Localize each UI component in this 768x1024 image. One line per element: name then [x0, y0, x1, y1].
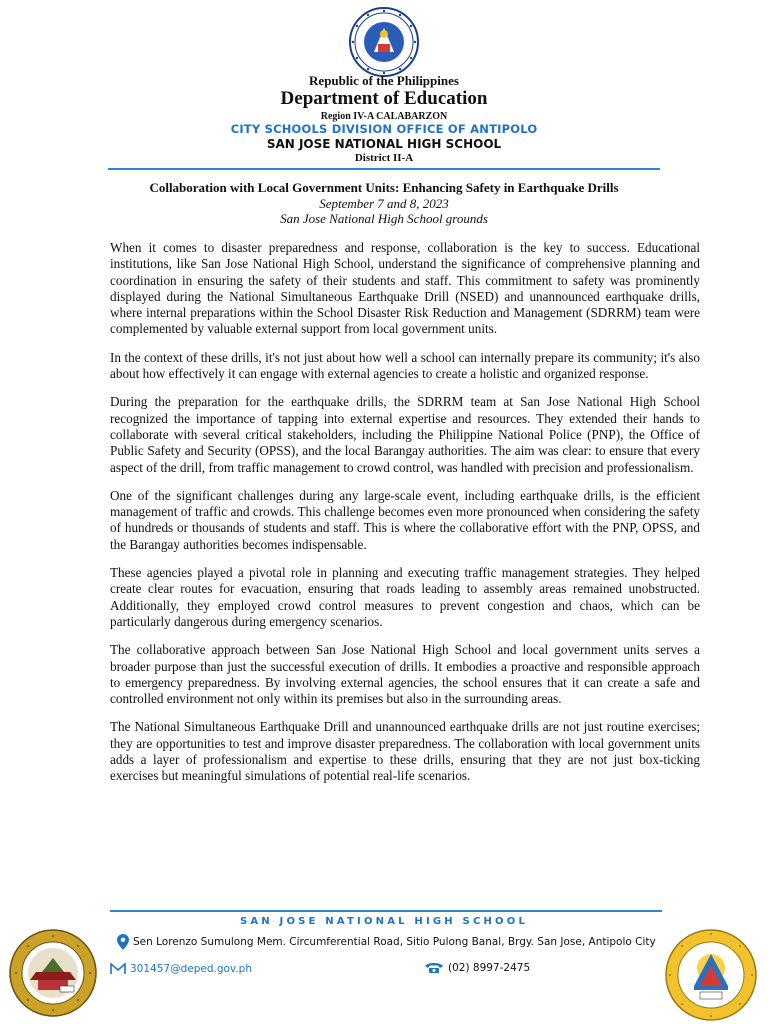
footer-phone: [424, 962, 530, 974]
telephone-icon: [424, 962, 444, 974]
paragraph: One of the significant challenges during any large-scale event, including earthquake drills, is the efficient management of traffic and crowds. This challenge becomes even more pronounced when considering the safety of hundreds or thousands of students and staff. This is where the collaborative effort with the PNP, OPSS, and the Barangay authorities becomes indispensable.: [110, 487, 700, 552]
footer-address: [117, 934, 656, 950]
email-link[interactable]: 301457@deped.gov.ph: [130, 963, 252, 975]
paragraph: The National Simultaneous Earthquake Drill and unannounced earthquake drills are not just routine exercises; they are opportunities to test and improve disaster preparedness. The collaboration with local government units adds a layer of professionalism and expertise to these drills, ensuring that they are not just box-ticking exercises but meaningful simulations of potential real-life scenarios.: [110, 719, 700, 784]
address-text: Sen Lorenzo Sumulong Mem. Circumferential Road, Sitio Pulong Banal, Brgy. San Jose, Antipolo City: [133, 936, 656, 948]
region-heading: Region IV-A CALABARZON: [320, 111, 448, 122]
school-heading: SAN JOSE NATIONAL HIGH SCHOOL: [266, 137, 502, 151]
article-title: Collaboration with Local Government Units: Enhancing Safety in Earthquake Drills: [149, 180, 619, 195]
paragraph: When it comes to disaster preparedness and response, collaboration is the key to success. Educational institutions, like San Jose National High School, understand the significance of comprehensive planning and coordination in ensuring the safety of their students and staff. This commitment to safety was prominently displayed during the National Simultaneous Earthquake Drill (NSED) and unannounced earthquake drills, where internal preparations within the School Disaster Risk Reduction and Management (SDRRM) team were complemented by valuable external support from local government units.: [110, 240, 700, 337]
article-body: [110, 240, 700, 797]
republic-heading: Republic of the Philippines: [309, 73, 459, 88]
footer-email[interactable]: [110, 963, 252, 975]
article-venue: San Jose National High School grounds: [280, 211, 488, 226]
paragraph: In the context of these drills, it's not just about how well a school can internally prepare its community; it's also about how effectively it can engage with external agencies to create a holistic and organized response.: [110, 349, 700, 382]
school-seal-icon: [8, 928, 98, 1018]
paragraph: These agencies played a pivotal role in planning and executing traffic management strategies. They helped create clear routes for evacuation, ensuring that roads leading to assembly areas remained unobstructed. Additionally, they employed crowd control measures to prevent congestion and chaos, which can be particularly dangerous during emergency scenarios.: [110, 565, 700, 629]
location-pin-icon: [117, 934, 129, 950]
footer-school-name: SAN JOSE NATIONAL HIGH SCHOOL: [239, 916, 529, 927]
header-divider: [108, 168, 660, 170]
phone-text: (02) 8997-2475: [448, 962, 531, 974]
article-date: September 7 and 8, 2023: [319, 196, 449, 211]
district-heading: District II-A: [354, 152, 414, 164]
department-heading: Department of Education: [280, 88, 488, 109]
deped-seal-icon: [348, 6, 420, 78]
division-seal-icon: [664, 928, 758, 1022]
paragraph: During the preparation for the earthquake drills, the SDRRM team at San Jose National High School recognized the importance of tapping into external expertise and resources. They extended their hands to collaborate with several critical stakeholders, including the Philippine National Police (PNP), the Office of Public Safety and Security (OPSS), and the local Barangay authorities. The aim was clear: to ensure that every aspect of the drill, from traffic management to crowd control, was handled with precision and professionalism.: [110, 394, 700, 475]
footer-divider: [110, 910, 662, 912]
division-heading: CITY SCHOOLS DIVISION OFFICE OF ANTIPOLO: [230, 122, 538, 136]
paragraph: The collaborative approach between San Jose National High School and local government units serves a broader purpose than just the successful execution of drills. It embodies a proactive and responsible approach to emergency preparedness. By involving external agencies, the school ensures that it can create a safe and controlled environment not only within its premises but also in the surrounding areas.: [110, 642, 700, 707]
mail-icon: [110, 963, 126, 975]
